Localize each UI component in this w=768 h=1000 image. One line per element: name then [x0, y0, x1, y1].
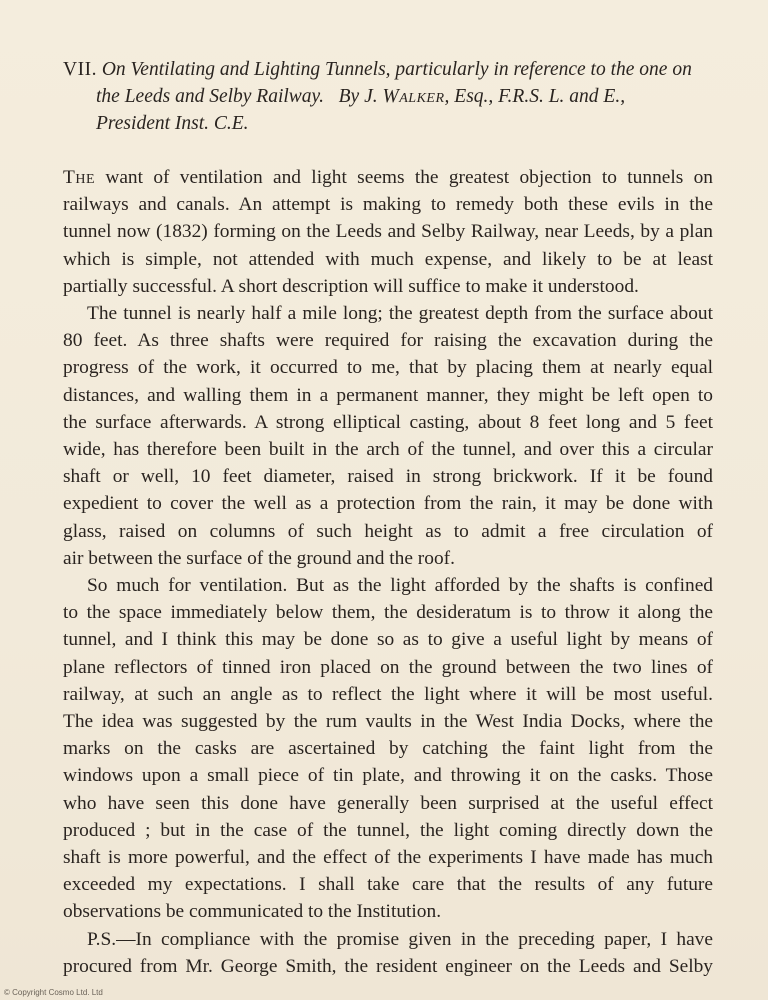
line-text: who have seen this done have generally been surprised at the useful effect: [63, 792, 713, 814]
line-text: partially successful. A short description will suffice to make it understood.: [63, 275, 639, 297]
article-body: [63, 164, 713, 980]
text-line: [63, 790, 713, 817]
text-line: [63, 817, 713, 844]
text-line: [63, 518, 713, 545]
text-line: [63, 354, 713, 381]
line-text: P.S.—In compliance with the promise given in the preceding paper, I have: [87, 928, 713, 950]
text-line: [63, 871, 713, 898]
text-line: [63, 436, 713, 463]
text-line: [63, 300, 713, 327]
line-text: expedient to cover the well as a protection from the rain, it may be done with: [63, 493, 713, 515]
text-line: [63, 409, 713, 436]
title-railway: the Leeds and Selby Railway.: [96, 86, 325, 107]
line-text: which is simple, not attended with much expense, and likely to be at least: [63, 248, 713, 270]
paragraph: [63, 926, 713, 980]
line-text: windows upon a small piece of tin plate, and throwing it on the casks. Those: [63, 765, 713, 787]
article-number: VII.: [63, 59, 97, 80]
text-line: [63, 844, 713, 871]
text-line: [63, 545, 713, 572]
line-text: shaft or well, 10 feet diameter, raised in strong brickwork. If it be found: [63, 466, 713, 488]
line-text: shaft is more powerful, and the effect of the experiments I have made has much: [63, 847, 713, 869]
text-line: [63, 762, 713, 789]
line-text: 80 feet. As three shafts were required for raising the excavation during the: [63, 330, 713, 352]
line-text: plane reflectors of tinned iron placed on the ground between the two lines of: [63, 656, 713, 678]
line-text: procured from Mr. George Smith, the resident engineer on the Leeds and Selby: [63, 955, 713, 977]
line-text: tunnel now (1832) forming on the Leeds and Selby Railway, near Leeds, by a plan: [63, 221, 713, 243]
paragraph: [63, 300, 713, 572]
copyright-footer: © Copyright Cosmo Ltd. Ltd: [4, 988, 103, 997]
line-text: The idea was suggested by the rum vaults in the West India Docks, where the: [63, 711, 713, 733]
text-line: [63, 490, 713, 517]
line-text: railway, at such an angle as to reflect the light where it will be most useful.: [63, 683, 713, 705]
line-text: exceeded my expectations. I shall take care that the results of any future: [63, 874, 713, 896]
article-heading: [63, 56, 723, 137]
text-line: [63, 246, 713, 273]
text-line: [63, 599, 713, 626]
text-line: [63, 953, 713, 980]
line-text: So much for ventilation. But as the light afforded by the shafts is confined: [87, 575, 713, 597]
line-text: wide, has therefore been built in the arch of the tunnel, and over this a circular: [63, 439, 713, 461]
line-text: produced ; but in the case of the tunnel, the light coming directly down the: [63, 819, 713, 841]
article-title-line1: On Ventilating and Lighting Tunnels, particularly in reference to the one on: [101, 59, 692, 80]
line-text: distances, and walling them in a permanent manner, they might be left open to: [63, 384, 713, 406]
line-text: progress of the work, it occurred to me, that by placing them at nearly equal: [63, 357, 713, 379]
line-text: railways and canals. An attempt is making to remedy both these evils in the: [63, 194, 713, 216]
line-text: observations be communicated to the Institution.: [63, 901, 442, 923]
text-line: [63, 654, 713, 681]
line-text: to the space immediately below them, the desideratum is to throw it along the: [63, 602, 713, 624]
text-line: [63, 626, 713, 653]
author-credentials: , Esq., F.R.S. L. and E.,: [444, 86, 626, 107]
text-line: [63, 191, 713, 218]
text-line: [63, 382, 713, 409]
line-text: marks on the casks are ascertained by catching the faint light from the: [63, 738, 713, 760]
text-line: [63, 681, 713, 708]
line-text: glass, raised on columns of such height as to admit a free circulation of: [63, 520, 713, 542]
text-line: [63, 273, 713, 300]
text-line: [63, 572, 713, 599]
author-name: Walker: [382, 86, 445, 107]
text-line: [63, 218, 713, 245]
line-text: The tunnel is nearly half a mile long; the greatest depth from the surface about: [87, 303, 713, 325]
text-line: [63, 327, 713, 354]
paragraph: [63, 164, 713, 300]
text-line: [63, 708, 713, 735]
text-line: [63, 898, 713, 925]
text-line: [63, 735, 713, 762]
author-position: President Inst. C.E.: [96, 113, 249, 134]
line-text: the surface afterwards. A strong elliptical casting, about 8 feet long and 5 feet: [63, 411, 713, 433]
text-line: [63, 463, 713, 490]
text-line: [63, 164, 713, 191]
article-title-line2: [63, 83, 723, 110]
lead-word: The: [63, 167, 96, 188]
byline-by: By J.: [338, 86, 378, 107]
text-line: [63, 926, 713, 953]
paragraph: [63, 572, 713, 926]
line-text: tunnel, and I think this may be done so as to give a useful light by means of: [63, 629, 713, 651]
line-text: want of ventilation and light seems the greatest objection to tunnels on: [95, 167, 713, 188]
line-text: air between the surface of the ground and the roof.: [63, 547, 455, 569]
